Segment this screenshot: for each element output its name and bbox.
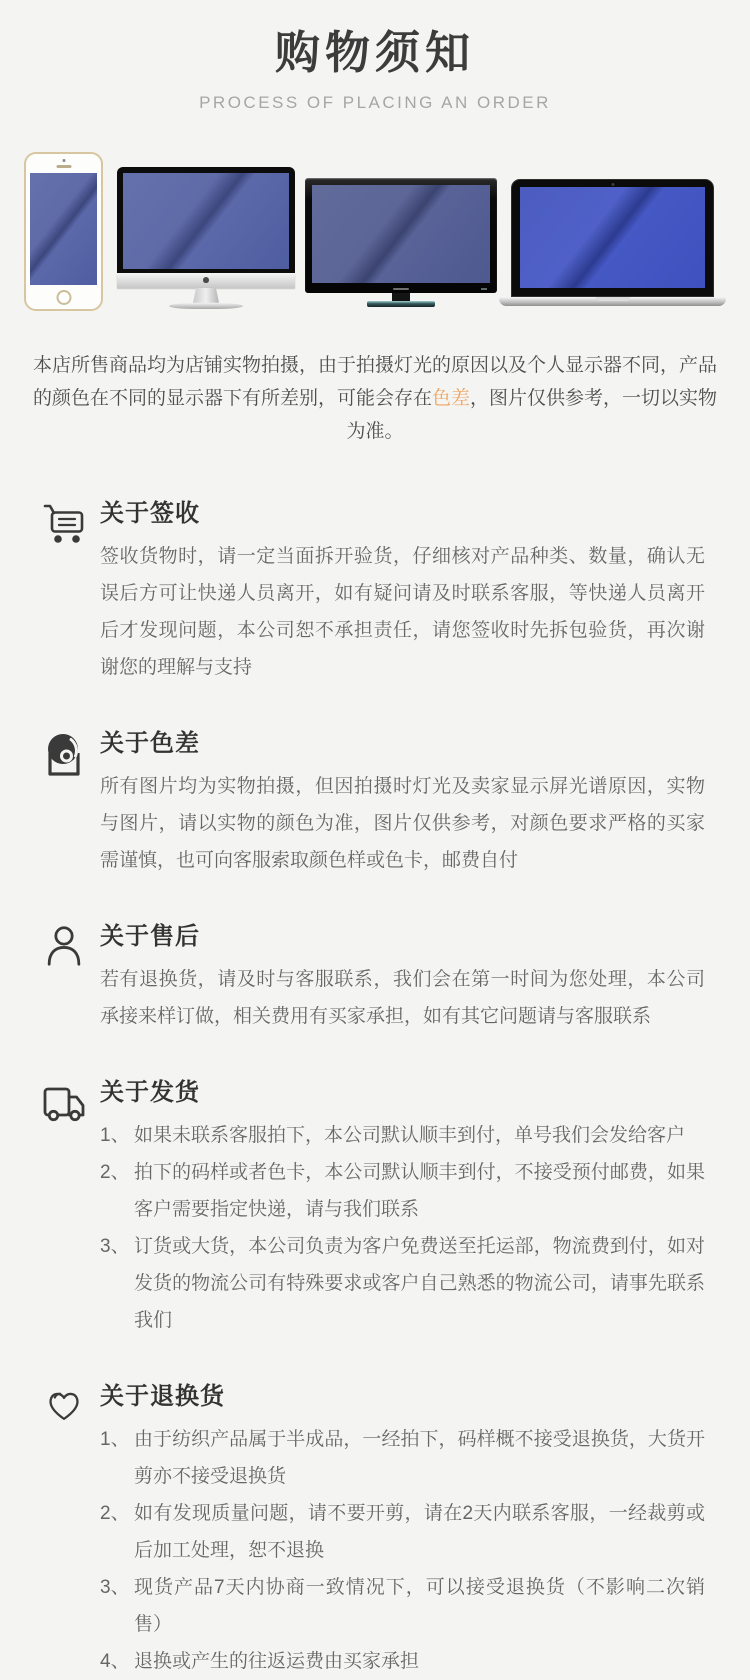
disclaimer-text-after: ，图片仅供参考，一切以实物为准。 (346, 387, 718, 442)
imac-mockup (117, 167, 295, 309)
phone-screen-fabric-image (30, 173, 97, 285)
list-item: 3、 现货产品7天内协商一致情况下，可以接受退换货（不影响二次销售） (100, 1576, 705, 1635)
section-after-sales (28, 921, 750, 1035)
section-heading: 关于售后 (100, 922, 200, 950)
imac-display-bezel (117, 167, 295, 273)
list-item: 3、 订货或大货，本公司负责为客户免费送至托运部，物流费到付，如对发货的物流公司有特殊要求或客户自己熟悉的物流公司，请事先联系我们 (100, 1235, 705, 1331)
phone-camera-dot (62, 159, 65, 162)
person-icon (41, 923, 87, 969)
smartphone-mockup (24, 152, 103, 311)
section-returns (28, 1381, 750, 1680)
heart-icon (43, 1383, 85, 1425)
list-item: 1、 如果未联系客服拍下，本公司默认顺丰到付，单号我们会发给客户 (100, 1124, 686, 1146)
notice-sections (0, 498, 750, 1680)
section-receipt (28, 498, 750, 686)
tv-stand-base (367, 301, 435, 307)
color-sample-icon (40, 730, 88, 778)
returns-rules-list (100, 1421, 705, 1680)
device-mockups (0, 149, 750, 311)
page-title: 购物须知 (274, 27, 475, 78)
page-header (0, 0, 750, 113)
disclaimer-text-before: 本店所售商品均为店铺实物拍摄，由于拍摄灯光的原因以及个人显示器不同，产品的颜色在不同的显示器下有所差别，可能会存在 (32, 354, 717, 409)
laptop-thumb-notch (596, 297, 630, 301)
list-item: 2、 如有发现质量问题，请不要开剪，请在2天内联系客服，一经裁剪或后加工处理，恕不退换 (100, 1502, 705, 1561)
section-heading: 关于发货 (100, 1078, 200, 1106)
section-body: 签收货物时，请一定当面拆开验货，仔细核对产品种类、数量，确认无误后方可让快递人员离开，如有疑问请及时联系客服，等快递人员离开后才发现问题，本公司恕不承担责任，请您签收时先拆包验货，再次谢谢您的理解与支持 (100, 545, 705, 678)
tv-power-led (481, 288, 487, 290)
imac-chin (117, 273, 295, 288)
disclaimer-highlight-sechaw: 色差 (431, 387, 470, 409)
truck-icon (40, 1079, 88, 1127)
list-item: 4、 退换或产生的往返运费由买家承担 (100, 1650, 420, 1672)
section-heading: 关于签收 (100, 499, 200, 527)
section-body: 所有图片均为实物拍摄，但因拍摄时灯光及卖家显示屏光谱原因，实物与图片，请以实物的颜色为准，图片仅供参考，对颜色要求严格的买家需谨慎，也可向客服索取颜色样或色卡，邮费自付 (100, 775, 705, 871)
laptop-webcam-dot (611, 183, 614, 186)
section-shipping (28, 1077, 750, 1339)
laptop-base (499, 297, 726, 306)
shipping-rules-list (100, 1117, 705, 1339)
tv-screen-fabric-image (312, 185, 490, 283)
laptop-lid-bezel (511, 179, 714, 297)
page-subtitle: PROCESS OF PLACING AN ORDER (199, 92, 551, 112)
imac-stand-neck (193, 288, 219, 303)
phone-speaker-slit (56, 165, 71, 168)
laptop-screen-fabric-image (520, 187, 705, 288)
list-item: 1、 由于纺织产品属于半成品，一经拍下，码样概不接受退换货，大货开剪亦不接受退换货 (100, 1428, 705, 1487)
section-heading: 关于色差 (100, 729, 200, 757)
section-body: 若有退换货，请及时与客服联系，我们会在第一时间为您处理，本公司承接来样订做，相关费用有买家承担，如有其它问题请与客服联系 (100, 968, 705, 1027)
phone-home-button (56, 290, 71, 305)
list-item: 2、 拍下的码样或者色卡，本公司默认顺丰到付，不接受预付邮费，如果客户需要指定快递，请与我们联系 (100, 1161, 705, 1220)
tv-stand-neck (392, 293, 410, 301)
laptop-mockup (499, 179, 726, 306)
section-color-difference (28, 728, 750, 879)
imac-stand-base (169, 303, 243, 309)
color-disclaimer-paragraph (31, 349, 719, 448)
tv-brand-logo (393, 288, 409, 290)
tv-frame-bezel (305, 178, 497, 293)
imac-screen-fabric-image (123, 173, 289, 269)
cart-icon (40, 500, 88, 548)
tv-mockup (305, 178, 497, 307)
section-heading: 关于退换货 (100, 1382, 225, 1410)
apple-logo-icon (203, 277, 209, 283)
